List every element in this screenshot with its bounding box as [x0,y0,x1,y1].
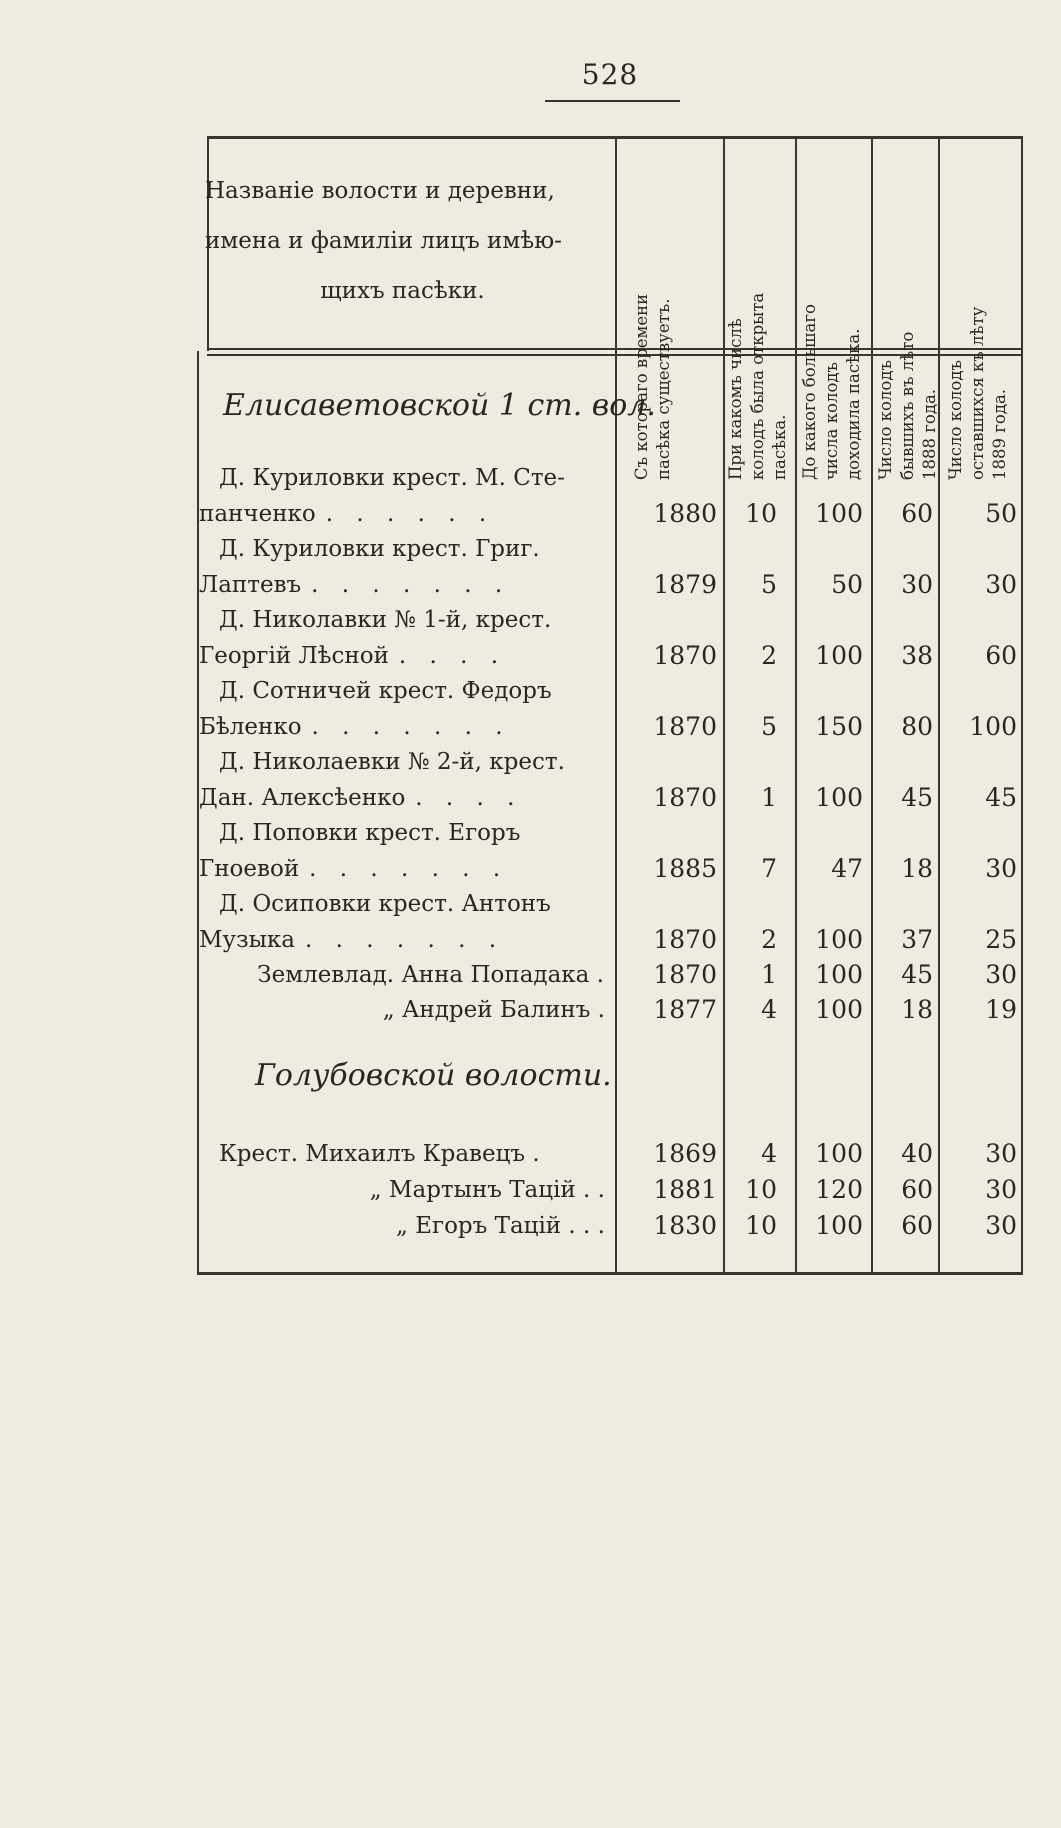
cell-y1888: 30 [901,570,933,599]
table-bottom-border [197,1272,1023,1275]
header-name-line1: Названіе волости и деревни, [205,178,555,204]
entry-name: Лаптевъ [199,572,302,598]
entry-line2 [199,709,599,745]
cell-start: 10 [745,499,777,528]
section-title: Елисаветовской 1 ст. вол. [223,388,656,423]
cell-start: 1 [761,960,777,989]
cell-y1889: 30 [985,570,1017,599]
cell-start: 4 [761,995,777,1024]
cell-start: 5 [761,712,777,741]
cell-max: 50 [831,570,863,599]
header-name-column [205,166,600,316]
cell-since: 1869 [653,1139,717,1168]
table-right-border [1021,136,1023,1274]
entry-line1: Д. Куриловки крест. Григ. [219,536,540,562]
entry-line2 [199,638,599,674]
leader-dots: . . . . . . . [311,714,511,740]
leader-dots: . . . . . . . [311,572,511,598]
entry-name: Георгій Лѣсной [199,643,389,669]
header-name-line3: щихъ пасѣки. [320,278,485,304]
cell-start: 10 [745,1211,777,1240]
entry-name: Музыка [199,927,296,953]
cell-y1889: 60 [985,641,1017,670]
cell-y1889: 30 [985,1175,1017,1204]
col-divider-3 [795,136,797,1274]
cell-y1889: 50 [985,499,1017,528]
cell-since: 1870 [653,925,717,954]
cell-since: 1885 [653,854,717,883]
cell-max: 100 [815,925,863,954]
col-divider-4 [871,136,873,1274]
cell-since: 1830 [653,1211,717,1240]
entry-line2 [199,851,599,887]
cell-y1889: 19 [985,995,1017,1024]
cell-y1888: 18 [901,995,933,1024]
cell-since: 1870 [653,960,717,989]
cell-max: 100 [815,995,863,1024]
col-divider-1 [615,136,617,1274]
entry-line1: Д. Николаевки № 2-й, крест. [219,749,565,775]
cell-y1888: 60 [901,1211,933,1240]
cell-y1889: 30 [985,1211,1017,1240]
cell-max: 100 [815,641,863,670]
header-since-text: Съ котораго времени пасѣка существуетъ. [632,293,673,480]
cell-since: 1870 [653,783,717,812]
cell-start: 4 [761,1139,777,1168]
entry-line2 [199,922,599,958]
entry-single: „ Егоръ Тацій . . . [396,1213,605,1239]
cell-max: 100 [815,499,863,528]
header-1889-text: Число колодъ оставшихся къ лѣту 1889 года. [946,306,1009,480]
entry-name: панченко [199,501,316,527]
cell-y1888: 40 [901,1139,933,1168]
cell-y1888: 37 [901,925,933,954]
entry-line1: Д. Сотничей крест. Федоръ [219,678,552,704]
header-max-text: До какого большаго числа колодъ доходила пасѣка. [800,304,863,480]
cell-y1888: 38 [901,641,933,670]
cell-start: 1 [761,783,777,812]
cell-max: 100 [815,1211,863,1240]
cell-since: 1877 [653,995,717,1024]
cell-max: 150 [815,712,863,741]
cell-y1888: 80 [901,712,933,741]
leader-dots: . . . . . . . [309,856,509,882]
cell-start: 2 [761,641,777,670]
entry-line1: Д. Осиповки крест. Антонъ [219,891,551,917]
cell-y1888: 60 [901,499,933,528]
leader-dots: . . . . [415,785,523,811]
leader-dots: . . . . . . [325,501,495,527]
cell-max: 100 [815,960,863,989]
entry-line1: Д. Куриловки крест. М. Сте- [219,465,565,491]
header-1888-text: Число колодъ бывшихъ въ лѣто 1888 года. [876,331,939,480]
cell-since: 1880 [653,499,717,528]
cell-max: 120 [815,1175,863,1204]
leader-dots: . . . . . . . [305,927,505,953]
cell-y1889: 30 [985,854,1017,883]
entry-name: Дан. Алексѣенко [199,785,406,811]
entry-name: Бѣленко [199,714,302,740]
entry-line2 [199,567,599,603]
entry-name: Гноевой [199,856,300,882]
page-number: 528 [581,58,639,91]
cell-y1889: 30 [985,1139,1017,1168]
cell-start: 5 [761,570,777,599]
cell-since: 1870 [653,712,717,741]
cell-since: 1870 [653,641,717,670]
cell-start: 10 [745,1175,777,1204]
apiary-table [195,136,1023,1274]
cell-max: 100 [815,783,863,812]
cell-y1888: 45 [901,783,933,812]
cell-y1889: 45 [985,783,1017,812]
cell-y1888: 45 [901,960,933,989]
entry-line2 [199,780,599,816]
entry-single: „ Мартынъ Тацій . . [369,1177,605,1203]
entry-single: Землевлад. Анна Попадака . [257,962,604,988]
cell-y1888: 18 [901,854,933,883]
entry-single: „ Андрей Балинъ . [382,997,605,1023]
entry-line1: Д. Николавки № 1-й, крест. [219,607,552,633]
cell-y1888: 60 [901,1175,933,1204]
leader-dots: . . . . [398,643,507,669]
cell-y1889: 100 [969,712,1017,741]
section-title: Голубовской волости. [255,1058,612,1093]
cell-y1889: 25 [985,925,1017,954]
entry-line1: Д. Поповки крест. Егоръ [219,820,521,846]
cell-start: 2 [761,925,777,954]
page-number-rule [545,100,680,102]
entry-single: Крест. Михаилъ Кравецъ . [219,1141,540,1167]
header-start-text: При какомъ числѣ колодъ была открыта пасѣка. [726,292,789,480]
cell-start: 7 [761,854,777,883]
cell-since: 1879 [653,570,717,599]
header-name-line2: имена и фамиліи лицъ имѣю- [205,228,562,254]
entry-line2 [199,496,599,532]
cell-max: 100 [815,1139,863,1168]
cell-max: 47 [831,854,863,883]
cell-y1889: 30 [985,960,1017,989]
cell-since: 1881 [653,1175,717,1204]
